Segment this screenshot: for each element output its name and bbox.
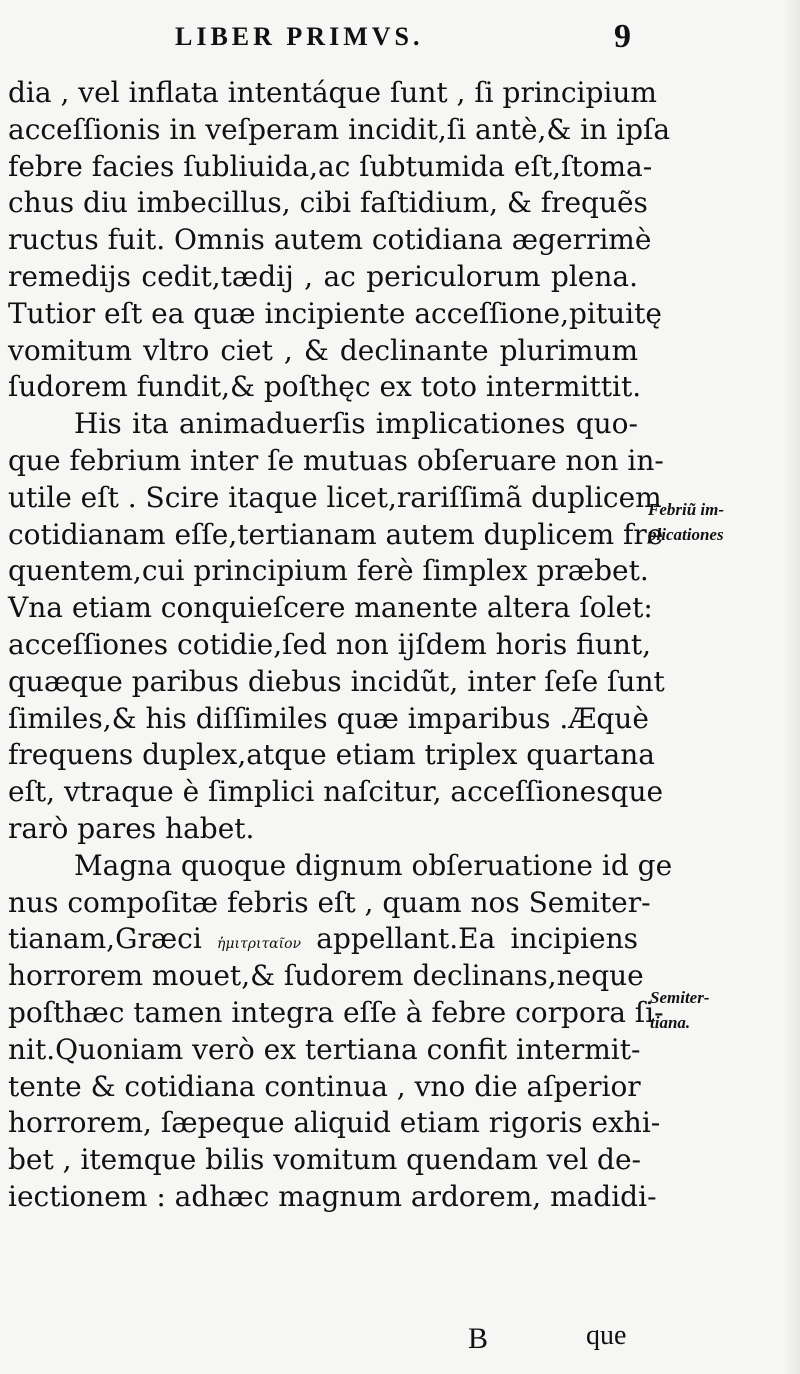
page-number: 9 (614, 18, 631, 55)
text-line: remedijs cedit,tædij , ac periculorum plena. (8, 259, 638, 293)
text-line: eſt, vtraque è ſimplici naſcitur, acceſſionesque (8, 775, 664, 809)
text-line: febre facies ſubliuida,ac ſubtumida eſt,ſtoma- (8, 149, 653, 183)
text-line: que febrium inter ſe mutuas obſeruare non in- (8, 443, 664, 477)
text-line: ructus fuit. Omnis autem cotidiana ægerrimè (8, 223, 652, 257)
text-line: quæque paribus diebus incidũt, inter ſeſe ſunt (8, 664, 665, 698)
text-line: horrorem mouet,& ſudorem declinans,neque (8, 959, 644, 993)
text-line: Tutior eſt ea quæ incipiente acceſſione,pituitę (8, 296, 662, 330)
text-line: ſimiles,& his diſſimiles quæ imparibus .Æquè (8, 701, 649, 735)
margin-note-febrium (648, 497, 724, 547)
text-line: iectionem : adhæc magnum ardorem, madidi- (8, 1179, 657, 1213)
margin-note-semitertiana (650, 985, 710, 1035)
margin-note-line: Semiter- (650, 988, 710, 1007)
text-line: quentem,cui principium ferè ſimplex præbet. (8, 554, 649, 588)
margin-note-line: plicationes (648, 525, 724, 544)
text-line: dia , vel inflata intentáque ſunt , ſi principium (8, 76, 657, 109)
margin-note-line: tiana. (650, 1013, 691, 1032)
text-line: nit.Quoniam verò ex tertiana confit intermit- (8, 1032, 641, 1066)
text-line: cotidianam eſſe,tertianam autem duplicem fre (8, 517, 664, 551)
text-line: nus compoſitæ febris eſt , quam nos Semiter- (8, 885, 651, 919)
text-line: bet , itemque bilis vomitum quendam vel de- (8, 1143, 642, 1177)
text-line (8, 921, 638, 958)
text-line: chus diu imbecillus, cibi faſtidium, & frequẽs (8, 186, 648, 220)
text-line: ſudorem fundit,& poſthęc ex toto intermittit. (8, 370, 642, 404)
page-edge-shadow (782, 0, 800, 1374)
text-line: acceſſionis in veſperam incidit,ſi antè,& in ipſa (8, 112, 671, 146)
text-line: Magna quoque dignum obſeruatione id ge (74, 848, 673, 882)
text-line: Vna etiam conquieſcere manente altera ſolet: (8, 591, 653, 625)
text-line: utile eſt . Scire itaque licet,rariſſimã duplicem (8, 480, 662, 514)
running-head: LIBER PRIMVS. (175, 22, 424, 51)
text-line: acceſſiones cotidie,ſed non ijſdem horis fiunt, (8, 627, 652, 661)
text-segment: appellant.Ea incipiens (316, 922, 638, 956)
text-line: poſthæc tamen integra eſſe à febre corpora ſi- (8, 995, 664, 1029)
text-line: frequens duplex,atque etiam triplex quartana (8, 738, 655, 772)
text-line: rarò pares habet. (8, 811, 255, 845)
text-line: His ita animaduerſis implicationes quo- (74, 407, 638, 441)
body-text (8, 75, 673, 1216)
text-line: vomitum vltro ciet , & declinante plurimum (8, 333, 638, 367)
catchword: que (586, 1320, 627, 1351)
signature-mark: B (468, 1322, 489, 1355)
margin-note-line: Febriũ im- (648, 500, 725, 519)
text-line: horrorem, ſæpeque aliquid etiam rigoris exhi- (8, 1106, 661, 1140)
text-line: tente & cotidiana continua , vno die aſperior (8, 1069, 641, 1103)
text-segment: tianam,Græci (8, 922, 202, 956)
greek-word: ἡμιτριταῖον (217, 936, 302, 953)
